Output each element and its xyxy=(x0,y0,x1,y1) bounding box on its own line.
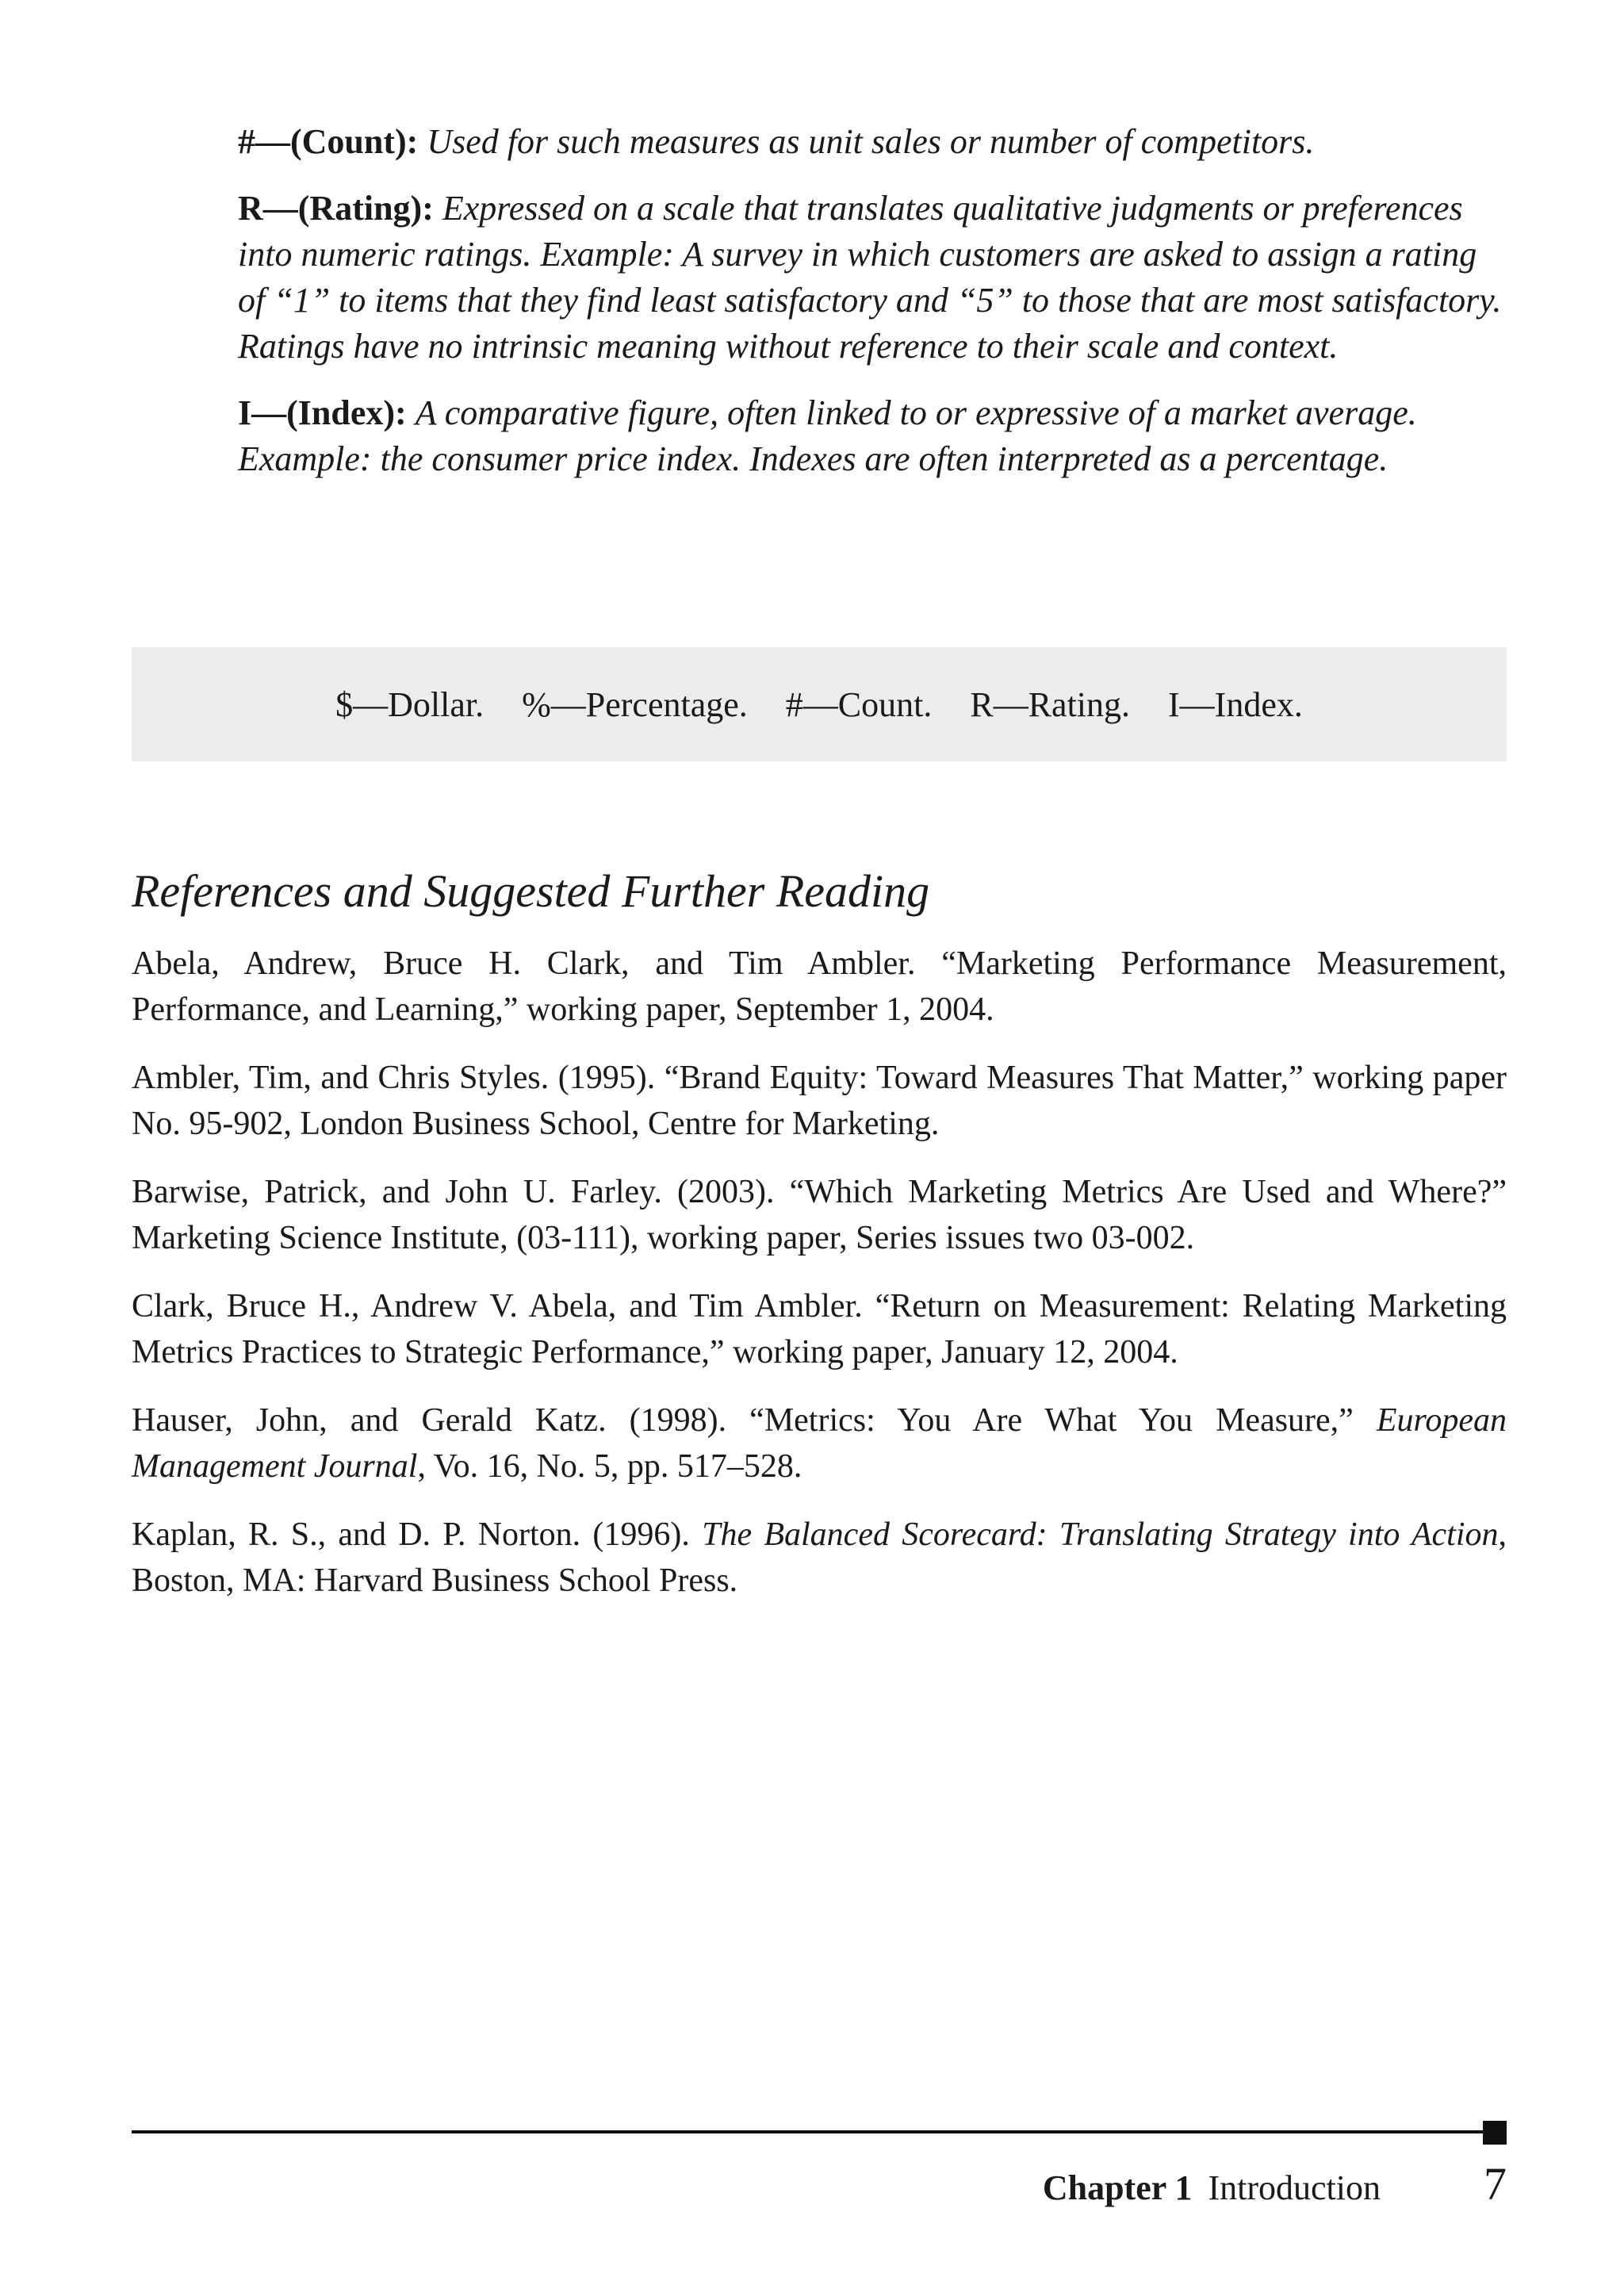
reference-item xyxy=(132,1283,1507,1375)
reference-text: Barwise, Patrick, and John U. Farley. (2003). “Which Marketing Metrics Are Used and Where?” Marketing Science Institute, (03-111), working paper, Series issues two 03-002. xyxy=(132,1174,1507,1256)
reference-item xyxy=(132,1397,1507,1489)
definitions-list xyxy=(238,119,1507,503)
reference-journal: European Management Journal xyxy=(132,1402,1507,1485)
definition-term: #—(Count): xyxy=(238,122,419,161)
legend-rating: R—Rating. xyxy=(970,684,1131,724)
legend-percentage: %—Percentage. xyxy=(522,684,748,724)
reference-text: Kaplan, R. S., and D. P. Norton. (1996). xyxy=(132,1516,703,1553)
legend-count: #—Count. xyxy=(785,684,933,724)
definition-index xyxy=(238,390,1507,482)
legend-index: I—Index. xyxy=(1168,684,1303,724)
legend-dollar: $—Dollar. xyxy=(335,684,485,724)
references-heading: References and Suggested Further Reading xyxy=(132,865,930,917)
reference-text: Ambler, Tim, and Chris Styles. (1995). “Brand Equity: Toward Measures That Matter,” working paper No. 95-902, London Business School, Centre for Marketing. xyxy=(132,1060,1507,1142)
definition-rating xyxy=(238,186,1507,370)
page-footer xyxy=(1043,2157,1507,2210)
references-list xyxy=(132,941,1507,1626)
definition-description: Used for such measures as unit sales or number of competitors. xyxy=(427,122,1315,161)
reference-text-end: , Vo. 16, No. 5, pp. 517–528. xyxy=(417,1448,802,1485)
reference-item xyxy=(132,1512,1507,1604)
footer-rule xyxy=(132,2130,1484,2133)
definition-term: I—(Index): xyxy=(238,393,407,432)
definition-description: Expressed on a scale that translates qualitative judgments or preferences into numeric ratings. Example: A survey in which customers are asked to assign a rating of “1” to items that they find least satisfactory and “5” to those that are most satisfactory. Ratings have no intrinsic meaning without reference to their scale and context. xyxy=(238,189,1502,366)
reference-book-title: The Balanced Scorecard: Translating Strategy into Action xyxy=(702,1516,1499,1553)
definition-count xyxy=(238,119,1507,165)
definition-term: R—(Rating): xyxy=(238,189,434,228)
reference-item xyxy=(132,1169,1507,1261)
footer-chapter-title: Introduction xyxy=(1208,2168,1381,2207)
units-legend-box xyxy=(132,647,1507,761)
reference-text: Abela, Andrew, Bruce H. Clark, and Tim Ambler. “Marketing Performance Measurement, Performance, and Learning,” working paper, September 1, 2004. xyxy=(132,945,1507,1028)
reference-text-end: , Boston, MA: Harvard Business School Press. xyxy=(132,1516,1507,1599)
definition-description: A comparative figure, often linked to or expressive of a market average. Example: the consumer price index. Indexes are often interpreted as a percentage. xyxy=(238,393,1417,478)
footer-square-marker xyxy=(1483,2121,1507,2145)
footer-chapter: Chapter 1 xyxy=(1042,2168,1193,2207)
reference-item xyxy=(132,941,1507,1033)
reference-text: Hauser, John, and Gerald Katz. (1998). “Metrics: You Are What You Measure,” xyxy=(132,1402,1377,1439)
reference-text: Clark, Bruce H., Andrew V. Abela, and Tim Ambler. “Return on Measurement: Relating Marketing Metrics Practices to Strategic Performance,” working paper, January 12, 2004. xyxy=(132,1288,1507,1371)
reference-item xyxy=(132,1055,1507,1147)
page-number: 7 xyxy=(1484,2158,1507,2210)
